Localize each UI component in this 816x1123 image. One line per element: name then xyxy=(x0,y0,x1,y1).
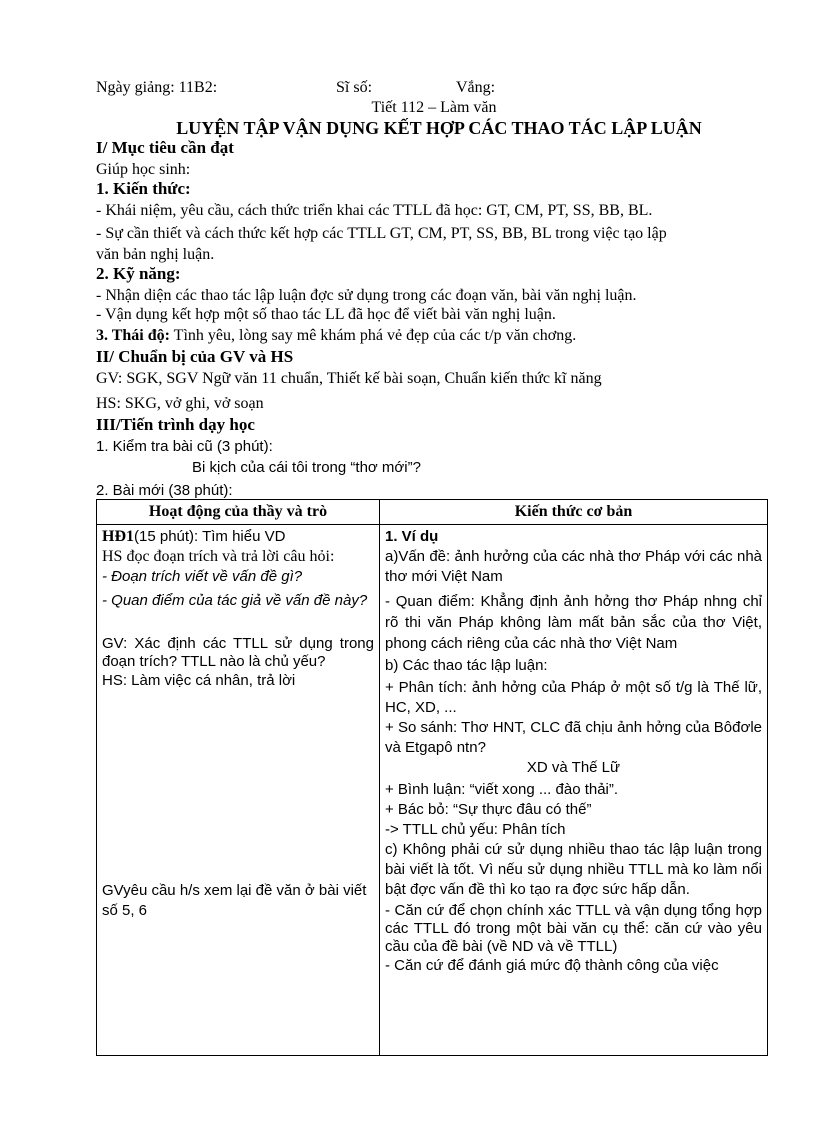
process-check: 1. Kiểm tra bài cũ (3 phút): xyxy=(96,438,273,455)
left-l1: HS đọc đoạn trích và trả lời câu hỏi: xyxy=(102,548,335,565)
right-b: b) Các thao tác lập luận: xyxy=(385,657,548,674)
attitude-text: Tình yêu, lòng say mê khám phá vẻ đẹp của các t/p văn chơng. xyxy=(173,327,577,344)
right-ss2: XD và Thế Lữ xyxy=(526,759,621,776)
knowledge-2b: văn bản nghị luận. xyxy=(96,246,215,263)
page-title: LUYỆN TẬP VẬN DỤNG KẾT HỢP CÁC THAO TÁC LẬP LUẬN xyxy=(176,118,702,138)
right-cc1: - Căn cứ để chọn chính xác TTLL và vận dụng tổng hợp các TTLL đó trong một bài văn cụ thể: căn cứ vào yêu cầu của đề bài (về ND và về TTLL) xyxy=(385,902,762,955)
table-header-activity: Hoạt động của thầy và trò xyxy=(97,500,380,525)
activity-table xyxy=(96,499,768,1056)
skills-2: - Vận dụng kết hợp một số thao tác LL đã học để viết bài văn nghị luận. xyxy=(96,306,556,323)
left-q2: - Quan điểm của tác giả về vấn đề này? xyxy=(102,592,368,609)
knowledge-heading: 1. Kiến thức: xyxy=(96,179,191,198)
hd1-label: HĐ1 xyxy=(102,528,134,545)
right-pt: + Phân tích: ảnh hởng của Pháp ở một số t/g là Thế lữ, HC, XD, ... xyxy=(385,679,762,716)
right-cc2: - Căn cứ để đánh giá mức độ thành công của việc xyxy=(385,957,719,974)
process-question: Bi kịch của cái tôi trong “thơ mới”? xyxy=(192,459,421,476)
right-chu: -> TTLL chủ yếu: Phân tích xyxy=(385,821,566,838)
prep-hs: HS: SKG, vở ghi, vở soạn xyxy=(96,395,264,412)
process-heading: III/Tiến trình dạy học xyxy=(96,415,255,434)
count-label: Sĩ số: xyxy=(336,79,373,96)
attitude-heading: 3. Thái độ: xyxy=(96,327,170,344)
process-new-lesson: 2. Bài mới (38 phút): xyxy=(96,482,233,499)
hd1-text: (15 phút): Tìm hiểu VD xyxy=(134,528,286,545)
knowledge-1: - Khái niệm, yêu cầu, cách thức triển khai các TTLL đã học: GT, CM, PT, SS, BB, BL. xyxy=(96,202,653,219)
lesson-number: Tiết 112 – Làm văn xyxy=(371,99,497,116)
objectives-heading: I/ Mục tiêu cần đạt xyxy=(96,138,234,157)
table-header-knowledge: Kiến thức cơ bản xyxy=(380,500,768,525)
right-bb: + Bác bỏ: “Sự thực đâu có thế” xyxy=(385,801,592,818)
knowledge-cell xyxy=(380,525,768,1056)
right-head: 1. Ví dụ xyxy=(385,528,439,545)
prep-gv: GV: SGK, SGV Ngữ văn 11 chuẩn, Thiết kế bài soạn, Chuẩn kiến thức kĩ năng xyxy=(96,370,602,387)
skills-1: - Nhận diện các thao tác lập luận đợc sử dụng trong các đoạn văn, bài văn nghị luận. xyxy=(96,287,637,304)
date-label: Ngày giảng: 11B2: xyxy=(96,79,218,96)
prep-heading: II/ Chuẩn bị của GV và HS xyxy=(96,347,294,366)
knowledge-2a: - Sự cần thiết và cách thức kết hợp các TTLL GT, CM, PT, SS, BB, BL trong việc tạo lập xyxy=(96,225,667,242)
right-c: c) Không phải cứ sử dụng nhiều thao tác lập luận trong bài viết là tốt. Vì nếu sử dụng nhiều TTLL mà ko làm nổi bật đợc vấn đề thì ko tạo ra đợc sức hấp dẫn. xyxy=(385,841,762,898)
right-bl: + Bình luận: “viết xong ... đào thải”. xyxy=(385,781,619,798)
header-row xyxy=(96,78,772,98)
absent-label: Vắng: xyxy=(456,79,496,96)
skills-heading: 2. Kỹ năng: xyxy=(96,264,181,283)
right-qd: - Quan điểm: Khẳng định ảnh hởng thơ Pháp nhng chỉ rõ thi văn Pháp không làm mất bản sắc của thơ Việt, phong cách riêng của các nhà thơ Việt Nam xyxy=(385,593,762,652)
left-gv2: GVyêu cầu h/s xem lại đề văn ở bài viết số 5, 6 xyxy=(102,882,367,919)
activity-cell xyxy=(97,525,380,1056)
right-ss: + So sánh: Thơ HNT, CLC đã chịu ảnh hởng của Bôđơle và Etgapô ntn? xyxy=(385,719,762,756)
lesson-plan-page xyxy=(96,78,772,500)
left-hs1: HS: Làm việc cá nhân, trả lời xyxy=(102,672,296,689)
objectives-intro: Giúp học sinh: xyxy=(96,161,191,178)
right-a: a)Vấn đề: ảnh hưởng của các nhà thơ Pháp với các nhà thơ mới Việt Nam xyxy=(385,548,762,585)
left-q1: - Đoạn trích viết về vấn đề gì? xyxy=(102,568,303,585)
left-gv1: GV: Xác định các TTLL sử dụng trong đoạn trích? TTLL nào là chủ yếu? xyxy=(102,635,374,670)
